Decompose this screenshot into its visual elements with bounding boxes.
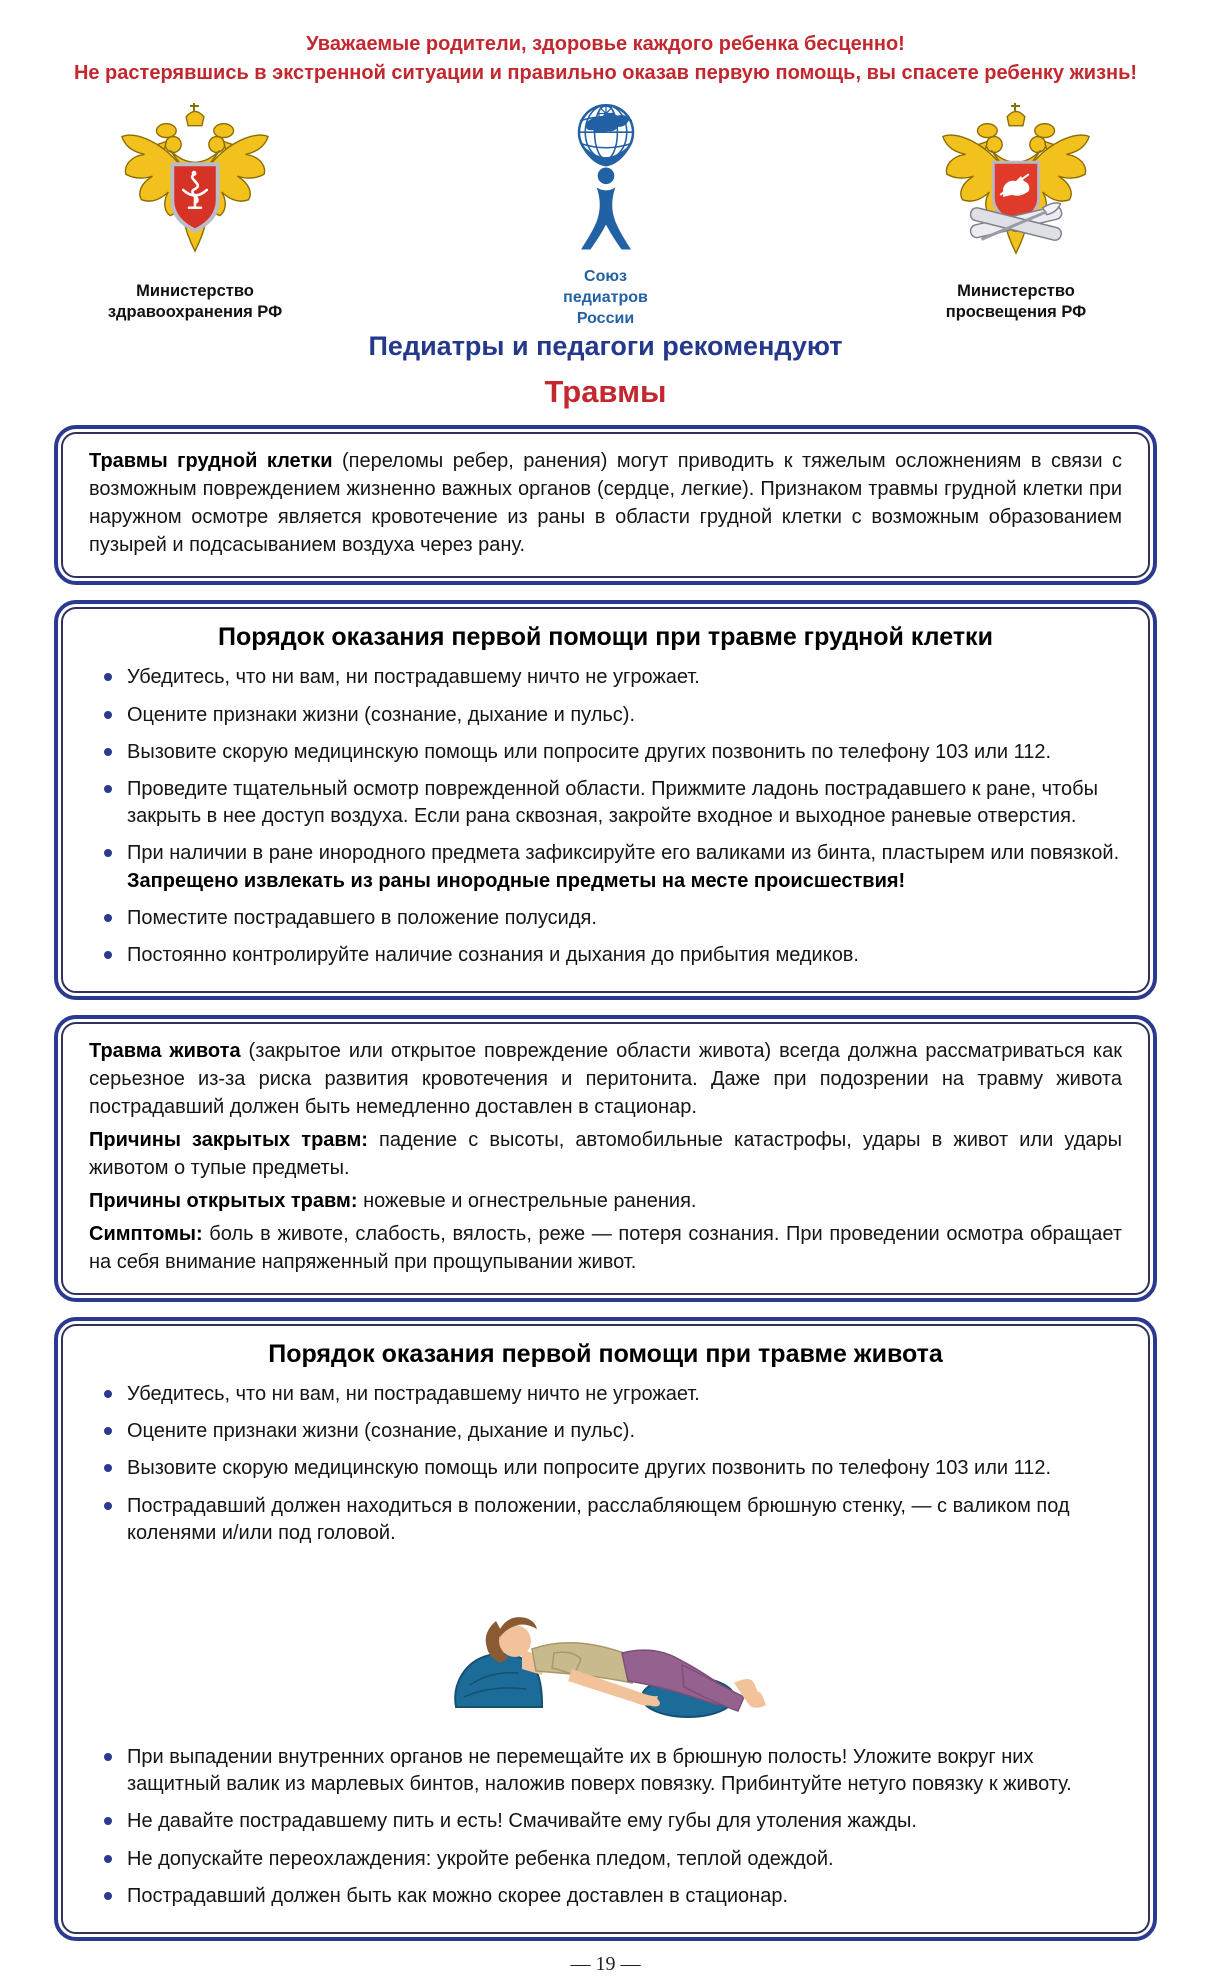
abdomen-aid-box [54,1317,1157,1941]
abdomen-aid-bullet-list-bottom [89,1744,1122,1910]
abdomen-aid-bullet-list-top [89,1381,1122,1547]
bullet-item: Оцените признаки жизни (сознание, дыхание и пульс). [89,702,1122,729]
paragraph: Травма живота (закрытое или открытое повреждение области живота) всегда должна рассматриваться как серьезное из-за риска развития кровотечения и перитонита. Даже при подозрении на травму живота пострадавший должен быть немедленно доставлен в стационар. [89,1040,1122,1119]
bullet-item: Вызовите скорую медицинскую помощь или попросите других позвонить по телефону 103 или 112. [89,739,1122,766]
header-alert [54,30,1157,88]
bullet-item: Убедитесь, что ни вам, ни пострадавшему ничто не угрожает. [89,1381,1122,1408]
pediatric-union-block [456,100,756,329]
paragraph: Симптомы: боль в животе, слабость, вялость, реже — потеря сознания. При проведении осмотра обращает на себя внимание напряженный при прощупывании живот. [89,1223,1122,1274]
health-ministry-block [60,100,330,324]
chest-aid-box [54,600,1157,1000]
chest-info-box [54,425,1157,585]
education-ministry-label: Министерство просвещения РФ [945,282,1087,322]
abdomen-info-paragraphs [61,1022,1150,1295]
chest-aid-heading: Порядок оказания первой помощи при травме грудной клетки [218,623,993,652]
chest-aid-bullet-list [89,664,1122,969]
bullet-item: Не допускайте переохлаждения: укройте ребенка пледом, теплой одеждой. [89,1846,1122,1873]
chest-info-paragraphs [61,432,1150,578]
bullet-item: Проведите тщательный осмотр поврежденной области. Прижмите ладонь пострадавшего к ране, чтобы закрыть в нее доступ воздуха. Если рана сквозная, закройте входное и выходное раневые отверстия. [89,776,1122,830]
logos-row [54,100,1157,329]
page-title: Травмы [544,374,667,410]
bullet-item: Вызовите скорую медицинскую помощь или попросите других позвонить по телефону 103 или 112. [89,1455,1122,1482]
abdomen-aid-heading: Порядок оказания первой помощи при травме живота [268,1340,943,1369]
health-ministry-emblem-icon [111,259,279,276]
abdomen-info-box [54,1015,1157,1302]
page-number: — 19 — [570,1952,641,1975]
bullet-item: При наличии в ране инородного предмета зафиксируйте его валиками из бинта, пластырем или повязкой. Запрещено извлекать из раны инородные предметы на месте происшествия! [89,840,1122,894]
paragraph: Травмы грудной клетки (переломы ребер, ранения) могут приводить к тяжелым осложнениям в связи с возможным повреждением жизненно важных органов (сердце, легкие). Признаком травмы грудной клетки при наружном осмотре является кровотечение из раны в области грудной клетки с возможным образованием пузырей и подсасыванием воздуха через рану. [89,450,1122,557]
bullet-item: Пострадавший должен быть как можно скорее доставлен в стационар. [89,1883,1122,1910]
bullet-item: Оцените признаки жизни (сознание, дыхание и пульс). [89,1418,1122,1445]
lying-child-illustration [89,1557,1122,1734]
header-line-1: Уважаемые родители, здоровье каждого ребенка бесценно! [306,33,905,55]
bullet-item: Убедитесь, что ни вам, ни пострадавшему ничто не угрожает. [89,664,1122,691]
pediatric-union-label: Союз педиатров России [563,268,648,327]
health-ministry-label: Министерство здравоохранения РФ [107,282,283,322]
education-ministry-block [881,100,1151,324]
bullet-item: Постоянно контролируйте наличие сознания и дыхания до прибытия медиков. [89,942,1122,969]
education-ministry-emblem-icon [932,259,1100,276]
header-line-2: Не растерявшись в экстренной ситуации и правильно оказав первую помощь, вы спасете ребенку жизнь! [73,62,1138,84]
pediatric-union-logo-icon [554,249,658,266]
paragraph: Причины закрытых травм: падение с высоты, автомобильные катастрофы, удары в живот или удары животом о тупые предметы. [89,1129,1122,1180]
bullet-item: Не давайте пострадавшему пить и есть! Смачивайте ему губы для утоления жажды. [89,1808,1122,1835]
bullet-item: Пострадавший должен находиться в положении, расслабляющем брюшную стенку, — с валиком под коленями и/или под головой. [89,1493,1122,1547]
bullet-item: При выпадении внутренних органов не перемещайте их в брюшную полость! Уложите вокруг них защитный валик из марлевых бинтов, наложив поверх повязку. Прибинтуйте нетуго повязку к животу. [89,1744,1122,1798]
bullet-item: Поместите пострадавшего в положение полусидя. [89,905,1122,932]
paragraph: Причины открытых травм: ножевые и огнестрельные ранения. [89,1190,697,1213]
recommendation-subtitle: Педиатры и педагоги рекомендуют [368,331,843,362]
